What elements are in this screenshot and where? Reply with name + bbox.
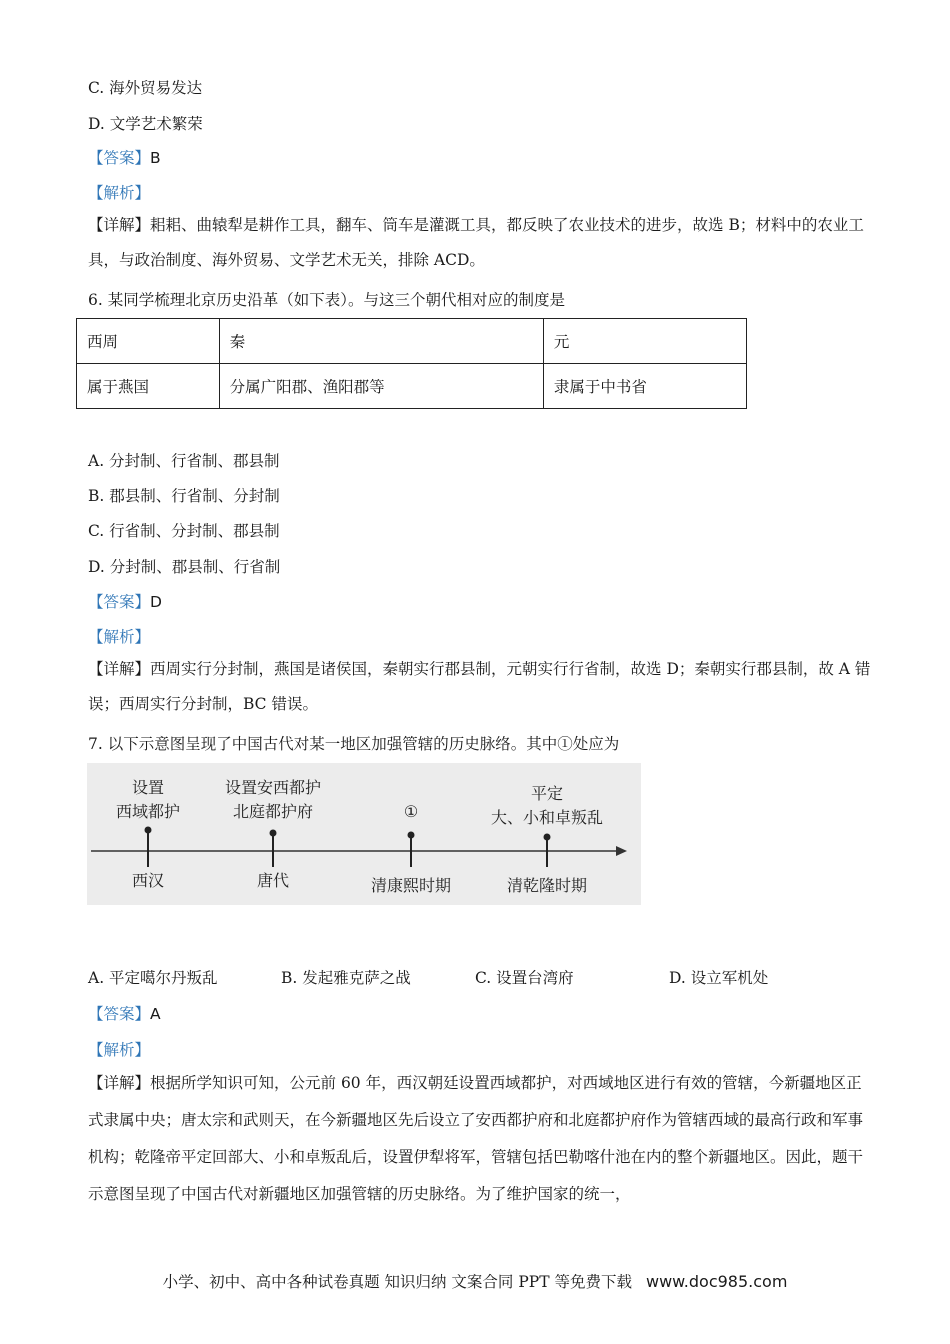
event-bottom: 西域都护 (115, 802, 181, 821)
footer-url[interactable]: www.doc985.com (646, 1272, 788, 1291)
answer-value: A (150, 1005, 161, 1023)
event-bottom: ① (403, 802, 419, 821)
q7-option-b: B. 发起雅克萨之战 (281, 969, 411, 987)
detail-tag: 【详解】 (88, 660, 151, 678)
q6-analysis-tag: 【解析】 (88, 628, 151, 646)
q6-detail (88, 652, 876, 722)
event-era: 清乾隆时期 (506, 876, 588, 895)
answer-value: D (150, 593, 162, 611)
timeline-arrow (616, 846, 627, 856)
timeline-event-3 (371, 802, 451, 895)
footer-text: 小学、初中、高中各种试卷真题 知识归纳 文案合同 PPT 等免费下载 (162, 1273, 632, 1291)
q7-option-a: A. 平定噶尔丹叛乱 (88, 969, 218, 987)
timeline-event-2 (225, 778, 321, 890)
table-cell: 西周 (77, 319, 220, 364)
table-cell: 秦 (219, 319, 543, 364)
event-top: 平定 (530, 784, 564, 803)
q6-stem: 6. 某同学梳理北京历史沿革（如下表）。与这三个朝代相对应的制度是 (88, 291, 565, 309)
event-era: 唐代 (256, 871, 290, 890)
answer-tag: 【答案】 (88, 149, 151, 167)
q5-option-d: D. 文学艺术繁荣 (88, 115, 203, 133)
timeline-event-1 (116, 778, 180, 890)
answer-value: B (150, 149, 161, 167)
event-bottom: 大、小和卓叛乱 (490, 808, 604, 827)
event-era: 西汉 (131, 871, 165, 890)
q6-option-b: B. 郡县制、行省制、分封制 (88, 487, 280, 505)
timeline-figure (87, 763, 641, 905)
timeline-event-4 (491, 784, 603, 895)
event-top: 设置安西都护 (224, 778, 322, 797)
answer-tag: 【答案】 (88, 1005, 151, 1023)
q5-option-c: C. 海外贸易发达 (88, 79, 203, 97)
detail-tag: 【详解】 (88, 1074, 151, 1092)
q6-option-d: D. 分封制、郡县制、行省制 (88, 558, 281, 576)
q7-option-c: C. 设置台湾府 (475, 969, 574, 987)
q7-analysis-tag: 【解析】 (88, 1041, 151, 1059)
answer-tag: 【答案】 (88, 593, 151, 611)
q6-answer (88, 590, 162, 612)
q5-detail (88, 208, 876, 278)
page-footer (0, 1270, 950, 1292)
table-cell: 隶属于中书省 (543, 364, 746, 409)
q7-answer (88, 1002, 161, 1024)
q5-answer (88, 146, 161, 168)
table-header-row (77, 319, 747, 364)
q6-option-a: A. 分封制、行省制、郡县制 (88, 452, 280, 470)
q7-detail (88, 1065, 876, 1213)
q5-analysis-tag: 【解析】 (88, 184, 151, 202)
event-era: 清康熙时期 (370, 876, 452, 895)
event-top: 设置 (131, 778, 165, 797)
table-cell: 分属广阳郡、渔阳郡等 (219, 364, 543, 409)
q7-stem: 7. 以下示意图呈现了中国古代对某一地区加强管辖的历史脉络。其中①处应为 (88, 735, 620, 753)
event-bottom: 北庭都护府 (232, 802, 314, 821)
detail-text: 耜耜、曲辕犁是耕作工具，翻车、筒车是灌溉工具，都反映了农业技术的进步，故选 B；材料中的农业工具，与政治制度、海外贸易、文学艺术无关，排除 ACD。 (88, 216, 864, 269)
table-row (77, 364, 747, 409)
detail-text: 根据所学知识可知，公元前 60 年，西汉朝廷设置西域都护，对西域地区进行有效的管辖，今新疆地区正式隶属中央；唐太宗和武则天，在今新疆地区先后设立了安西都护府和北庭都护府作为管辖西域的最高行政和军事机构；乾隆帝平定回部大、小和卓叛乱后，设置伊犁将军，管辖包括巴勒喀什池在内的整个新疆地区。因此，题干示意图呈现了中国古代对新疆地区加强管辖的历史脉络。为了维护国家的统一， (88, 1074, 864, 1203)
detail-text: 西周实行分封制，燕国是诸侯国，秦朝实行郡县制，元朝实行行省制，故选 D；秦朝实行郡县制，故 A 错误；西周实行分封制，BC 错误。 (88, 660, 871, 713)
history-table (76, 318, 747, 409)
detail-tag: 【详解】 (88, 216, 151, 234)
table-cell: 元 (543, 319, 746, 364)
q7-option-d: D. 设立军机处 (669, 969, 769, 987)
q6-option-c: C. 行省制、分封制、郡县制 (88, 522, 280, 540)
table-cell: 属于燕国 (77, 364, 220, 409)
